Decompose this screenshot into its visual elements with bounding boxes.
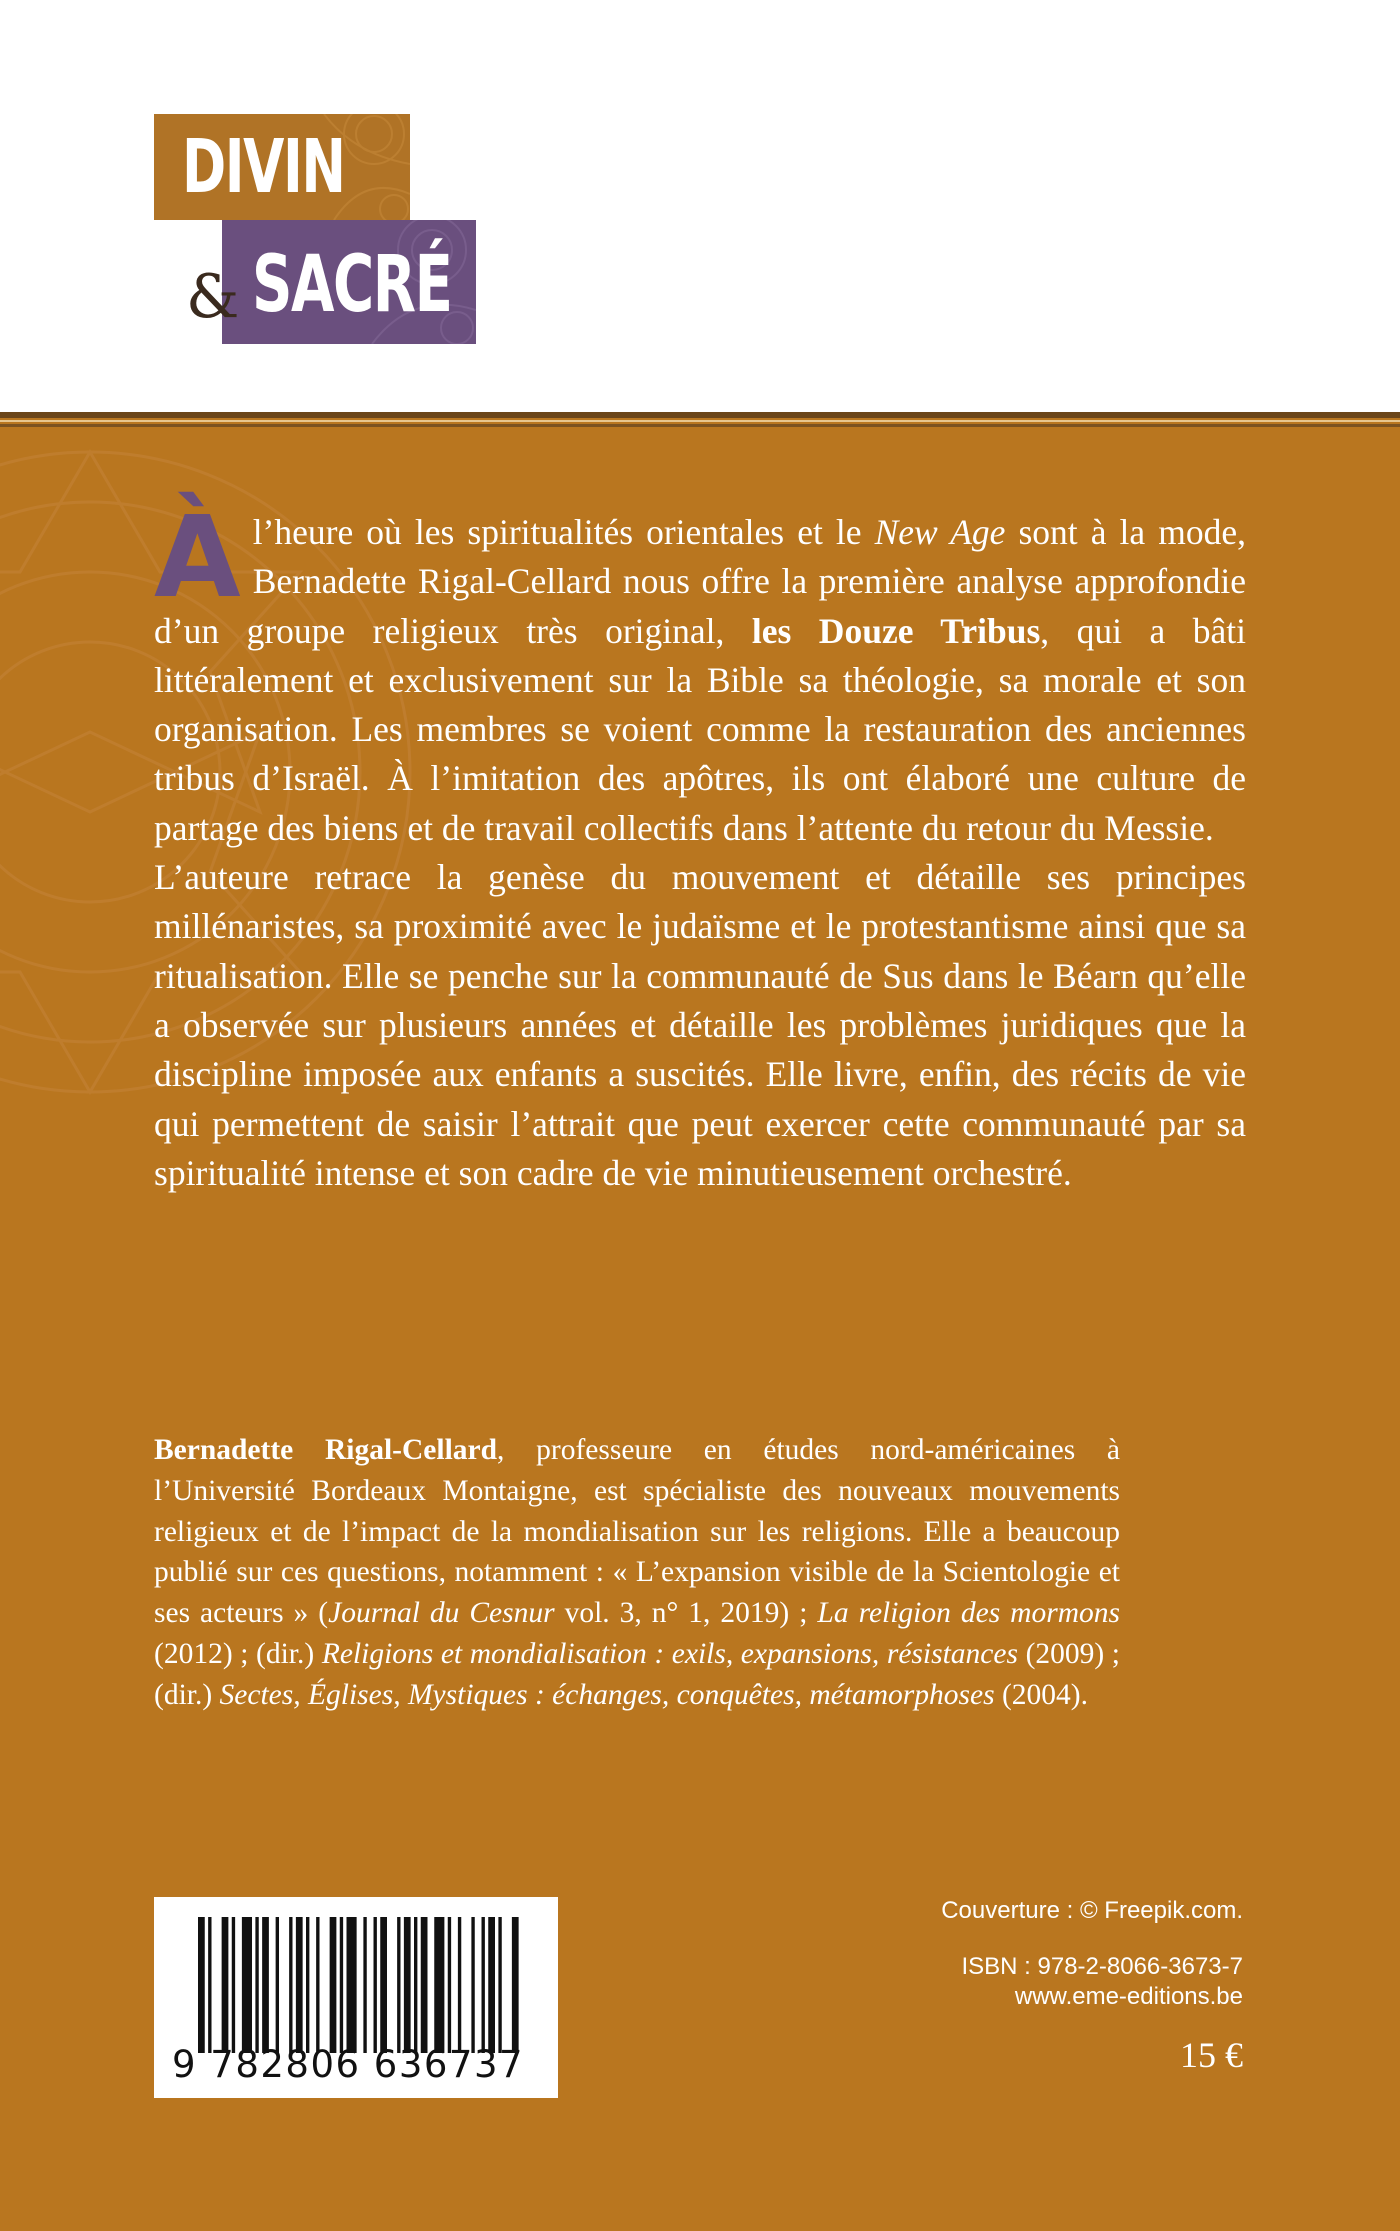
barcode-bar: [482, 1917, 485, 2053]
cover-credit: Couverture : © Freepik.com.: [941, 1897, 1243, 1924]
series-logo-sacre-block: [222, 220, 476, 344]
isbn-text: ISBN : 978-2-8066-3673-7: [961, 1953, 1243, 1980]
logo-word-divin: DIVIN: [182, 124, 345, 210]
barcode-bar: [448, 1917, 451, 2053]
barcode-bar: [414, 1917, 417, 2053]
publisher-info: [941, 1896, 1243, 2012]
barcode-bar: [434, 1917, 444, 2053]
barcode-bar: [363, 1917, 366, 2053]
barcode-bar: [374, 1917, 377, 2053]
logo-ampersand: &: [186, 262, 240, 332]
barcode-bar: [404, 1917, 411, 2053]
barcode-bar: [198, 1917, 205, 2053]
barcode-bar: [316, 1917, 319, 2053]
barcode-bar: [255, 1917, 258, 2053]
blurb-text: [154, 493, 1247, 1198]
author-bio-text: (2009) ; (dir.): [154, 1637, 1121, 1711]
barcode-bar: [471, 1917, 474, 2053]
author-book-title: La religion des mormons: [817, 1597, 1121, 1630]
barcode-bar: [289, 1917, 292, 2053]
barcode-bar: [347, 1917, 357, 2053]
author-bio-text: , professeure en études nord-américaines à l’Université Bordeaux Montaigne, est spécialiste des nouveaux mouvements religieux et de l’impact de la mondialisation sur les religions. Elle a beaucoup publié sur ces questions, notamment : « L’expansion visible de la Scientologie et ses acteurs » (: [154, 1434, 1120, 1630]
author-book-title: Religions et mondialisation : exils, expansions, résistances: [321, 1637, 1018, 1670]
price: 15 €: [1180, 2035, 1243, 2075]
blurb-text-segment: , qui a bâti littéralement et exclusivement sur la Bible sa théologie, sa morale et son organisation. Les membres se voient comme la restauration des anciennes tribus d’Israël. À l’imitation des apôtres, ils ont élaboré une culture de partage des biens et de travail collectifs dans l’attente du retour du Messie.: [154, 610, 1247, 848]
blurb-text-segment: l’heure où les spiritualités orientales et le: [252, 512, 875, 552]
barcode-bar: [421, 1917, 428, 2053]
barcode-bar: [330, 1917, 337, 2053]
blurb-paragraph-2: L’auteure retrace la genèse du mouvement et détaille ses principes millénaristes, sa proximité avec le judaïsme et le protestantisme ainsi que sa ritualisation. Elle se penche sur la communauté de Sus dans le Béarn qu’elle a observée sur plusieurs années et détaille les problèmes juridiques que la discipline imposée aux enfants a suscités. Elle livre, enfin, des récits de vie qui permettent de saisir l’attrait que peut exercer cette communauté par sa spiritualité intense et son cadre de vie minutieusement orchestré.: [154, 857, 1246, 1193]
barcode-bar: [498, 1917, 501, 2053]
barcode-bar: [296, 1917, 303, 2053]
blurb-italic-new-age: New Age: [874, 512, 1006, 552]
barcode-bar: [276, 1917, 279, 2053]
barcode-bar: [488, 1917, 495, 2053]
author-journal-title: Journal du Cesnur: [328, 1597, 555, 1630]
author-bio: [154, 1430, 1120, 1716]
top-divider-dark: [0, 412, 1400, 418]
top-divider-light: [0, 420, 1400, 422]
barcode-bar: [232, 1917, 235, 2053]
drop-cap-letter: À: [154, 493, 241, 623]
barcode-bar: [222, 1917, 229, 2053]
top-band: [0, 0, 1400, 412]
barcode-number: 9 782806 636737: [172, 2043, 525, 2086]
barcode-bar: [208, 1917, 211, 2053]
barcode-bar: [380, 1917, 387, 2053]
author-book-title: Sectes, Églises, Mystiques : échanges, conquêtes, métamorphoses: [219, 1678, 995, 1711]
barcode-bar: [397, 1917, 400, 2053]
blurb-bold-douze-tribus: les Douze Tribus: [751, 610, 1041, 651]
barcode-bar: [340, 1917, 343, 2053]
barcode-bar: [306, 1917, 309, 2053]
barcode-bar: [512, 1917, 519, 2053]
blurb-paragraph-1: [154, 493, 1247, 853]
barcode-bar: [458, 1917, 461, 2053]
barcode-bar: [242, 1917, 252, 2053]
publisher-website: www.eme-editions.be: [1014, 1983, 1243, 2010]
author-name: Bernadette Rigal-Cellard: [154, 1434, 498, 1466]
author-bio-text: vol. 3, n° 1, 2019) ;: [554, 1597, 818, 1630]
author-bio-text: (2012) ; (dir.): [154, 1637, 322, 1670]
series-logo-divin-block: [154, 114, 410, 220]
isbn-barcode: [154, 1897, 558, 2098]
top-divider-thin: [0, 424, 1400, 427]
blurb-text-segment: sont à la mode, Bernadette Rigal-Cellard nous offre la première analyse approfondie d’un groupe religieux très original,: [154, 512, 1246, 651]
author-bio-text: (2004).: [994, 1678, 1088, 1711]
logo-word-sacre: SACRÉ: [252, 240, 452, 330]
barcode-bar: [262, 1917, 269, 2053]
barcode-bars-icon: [198, 1917, 522, 2053]
